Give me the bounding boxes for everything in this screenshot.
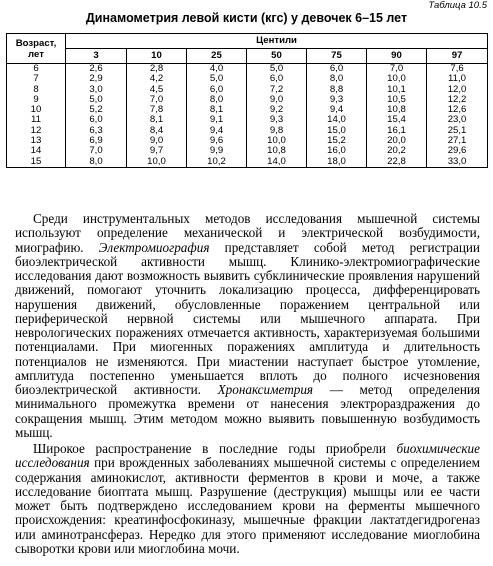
table-row — [7, 126, 488, 136]
value-cell: 10,0 — [367, 74, 427, 84]
table-row — [7, 136, 488, 146]
value-cell: 9,6 — [187, 136, 247, 146]
italic-term: Электромиография — [98, 239, 210, 255]
centile-header: 97 — [427, 49, 488, 64]
text-segment: при врожденных заболеваниях мышечной системы с определением содержания аминокислот, активности ферментов в крови и моче, а также исследование биоптата мышц. Разрушение (деструкция) мышцы или ее части может быть подтверждено исследованием крови на ферменты мышечного происхождения: креатинфосфокиназу, мышечные фракции лактатдегидрогеназ или аминотрансфераз. Нередко для этого применяют исследование миоглобина сыворотки крови или миоглобина мочи. — [15, 455, 480, 556]
value-cell: 7,0 — [367, 64, 427, 75]
text-segment: — метод определения минимального промежутка времени от нанесения электрораздражения до сокращения мышц. Этим методом можно выявить повышенную возбудимость мышц. — [15, 382, 481, 440]
age-cell: 12 — [7, 126, 66, 136]
text-segment: представляет собой метод регистрации биоэлектрической активности мышц. Клинико-электромиографические исследования дают возможность выявить субклинические проявления нарушений движений, помогают уточнить локализацию процесса, дифференцировать нарушения движений, обусловленные поражением центральной или периферической нервной системы или мышечного аппарата. При неврологических поражениях отмечается активность, характеризуемая большими потенциалами. При миогенных поражениях амплитуда и длительность потенциалов не изменяются. При миастении наступает быстрое утомление, амплитуда постепенно уменьшается вплоть до полного исчезновения биоэлектрической активности. — [15, 239, 480, 397]
age-cell: 6 — [7, 64, 66, 75]
paragraph — [15, 442, 480, 556]
value-cell: 6,3 — [66, 126, 127, 136]
table-row — [7, 157, 488, 168]
value-cell: 8,1 — [187, 105, 247, 115]
value-cell: 8,0 — [66, 157, 127, 168]
value-cell: 9,1 — [187, 115, 247, 125]
value-cell: 33,0 — [427, 157, 488, 168]
age-cell: 8 — [7, 85, 66, 95]
value-cell: 5,0 — [66, 95, 127, 105]
value-cell: 7,8 — [127, 105, 187, 115]
value-cell: 11,0 — [427, 74, 488, 84]
text-segment: Среди инструментальных методов исследования мышечной системы используют определение механической и электрической возбудимости, миографию. — [15, 211, 480, 255]
value-cell: 7,2 — [247, 85, 307, 95]
age-cell: 10 — [7, 105, 66, 115]
value-cell: 22,8 — [367, 157, 427, 168]
table-row — [7, 74, 488, 84]
value-cell: 9,0 — [127, 136, 187, 146]
table-row — [7, 146, 488, 156]
centile-header: 90 — [367, 49, 427, 64]
age-cell: 9 — [7, 95, 66, 105]
value-cell: 20,2 — [367, 146, 427, 156]
centile-header: 10 — [127, 49, 187, 64]
text-segment: Широкое распространение в последние годы приобрели — [33, 441, 397, 456]
age-column-header: Возраст, лет — [7, 34, 66, 64]
value-cell: 10,5 — [367, 95, 427, 105]
value-cell: 10,2 — [187, 157, 247, 168]
centile-header: 3 — [66, 49, 127, 64]
value-cell: 2,8 — [127, 64, 187, 75]
value-cell: 12,0 — [427, 85, 488, 95]
value-cell: 8,8 — [307, 85, 367, 95]
value-cell: 15,0 — [307, 126, 367, 136]
value-cell: 25,1 — [427, 126, 488, 136]
age-cell: 14 — [7, 146, 66, 156]
paragraph — [15, 212, 480, 440]
value-cell: 16,0 — [307, 146, 367, 156]
value-cell: 9,4 — [307, 105, 367, 115]
value-cell: 9,8 — [247, 126, 307, 136]
value-cell: 10,8 — [247, 146, 307, 156]
centile-header: 75 — [307, 49, 367, 64]
value-cell: 23,0 — [427, 115, 488, 125]
value-cell: 9,2 — [247, 105, 307, 115]
italic-term: биохимические исследования — [15, 441, 480, 471]
value-cell: 9,3 — [247, 115, 307, 125]
value-cell: 20,0 — [367, 136, 427, 146]
value-cell: 29,6 — [427, 146, 488, 156]
value-cell: 9,9 — [187, 146, 247, 156]
centile-group-header: Центили — [66, 34, 488, 49]
age-cell: 13 — [7, 136, 66, 146]
value-cell: 12,6 — [427, 105, 488, 115]
value-cell: 10,0 — [247, 136, 307, 146]
table-number-label: Таблица 10.5 — [428, 0, 487, 11]
value-cell: 4,0 — [187, 64, 247, 75]
centile-header: 25 — [187, 49, 247, 64]
value-cell: 3,0 — [66, 85, 127, 95]
value-cell: 18,0 — [307, 157, 367, 168]
centile-header: 50 — [247, 49, 307, 64]
value-cell: 12,2 — [427, 95, 488, 105]
age-cell: 11 — [7, 115, 66, 125]
value-cell: 9,4 — [187, 126, 247, 136]
value-cell: 10,8 — [367, 105, 427, 115]
italic-term: Хронаксиметрия — [217, 382, 314, 397]
value-cell: 14,0 — [247, 157, 307, 168]
value-cell: 6,0 — [307, 64, 367, 75]
value-cell: 6,0 — [66, 115, 127, 125]
value-cell: 27,1 — [427, 136, 488, 146]
value-cell: 8,0 — [307, 74, 367, 84]
table-row — [7, 105, 488, 115]
value-cell: 7,0 — [66, 146, 127, 156]
value-cell: 5,2 — [66, 105, 127, 115]
value-cell: 6,0 — [187, 85, 247, 95]
value-cell: 5,0 — [247, 64, 307, 75]
body-text — [15, 212, 480, 556]
table-row — [7, 115, 488, 125]
value-cell: 9,3 — [307, 95, 367, 105]
table-row — [7, 95, 488, 105]
value-cell: 2,6 — [66, 64, 127, 75]
value-cell: 8,0 — [187, 95, 247, 105]
value-cell: 7,6 — [427, 64, 488, 75]
dynamometry-table — [6, 33, 488, 168]
table-row — [7, 85, 488, 95]
value-cell: 5,0 — [187, 74, 247, 84]
value-cell: 6,0 — [247, 74, 307, 84]
value-cell: 14,0 — [307, 115, 367, 125]
value-cell: 16,1 — [367, 126, 427, 136]
value-cell: 15,2 — [307, 136, 367, 146]
age-cell: 7 — [7, 74, 66, 84]
value-cell: 8,1 — [127, 115, 187, 125]
table-title: Динамометрия левой кисти (кгс) у девочек 6–15 лет — [85, 11, 408, 25]
table-row — [7, 64, 488, 75]
value-cell: 6,9 — [66, 136, 127, 146]
age-cell: 15 — [7, 157, 66, 168]
value-cell: 9,7 — [127, 146, 187, 156]
value-cell: 10,1 — [367, 85, 427, 95]
value-cell: 7,0 — [127, 95, 187, 105]
value-cell: 10,0 — [127, 157, 187, 168]
value-cell: 15,4 — [367, 115, 427, 125]
value-cell: 4,2 — [127, 74, 187, 84]
value-cell: 8,4 — [127, 126, 187, 136]
value-cell: 9,0 — [247, 95, 307, 105]
value-cell: 4,5 — [127, 85, 187, 95]
value-cell: 2,9 — [66, 74, 127, 84]
